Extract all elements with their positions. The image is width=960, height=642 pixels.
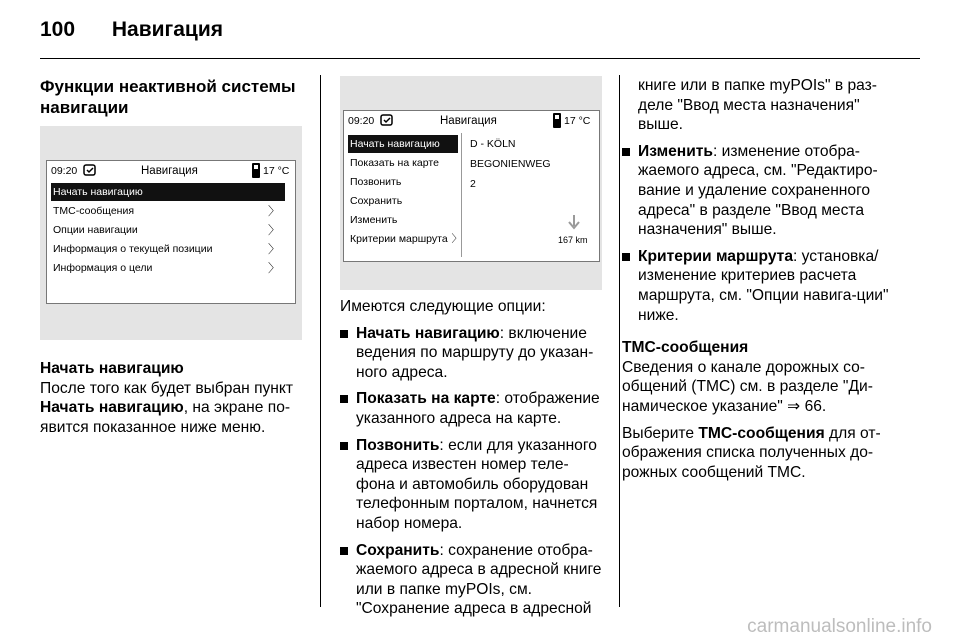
- menu-item-destination-info[interactable]: Информация о цели 〉: [53, 261, 280, 275]
- menu-item-route-criteria[interactable]: Критерии маршрута 〉: [348, 230, 458, 248]
- distance: 167 km: [558, 235, 588, 245]
- menu-item-start-navigation[interactable]: Начать навигацию: [348, 135, 458, 153]
- column-divider-2: [619, 75, 620, 607]
- clock: 09:20: [348, 115, 375, 127]
- status-bar: [344, 111, 599, 131]
- chevron-right-icon: 〉: [451, 233, 462, 245]
- menu-item-start-navigation[interactable]: Начать навигацию: [51, 183, 285, 201]
- nav-screen-options: [343, 110, 600, 262]
- page-number: 100: [40, 18, 76, 41]
- menu-item-save[interactable]: Сохранить: [350, 195, 403, 207]
- column-1-text: [40, 359, 303, 437]
- menu-item-tmc[interactable]: TMC-сообщения 〉: [53, 204, 280, 218]
- detail-number: 2: [470, 178, 476, 190]
- nav-status-icon: [83, 163, 97, 177]
- page-header: [40, 18, 223, 42]
- arrow-down-icon: [568, 215, 580, 231]
- phone-icon: [251, 163, 261, 178]
- nav-screen-main: [46, 160, 296, 304]
- bullet-call: Позвонить: если для указанного адреса известен номер теле-фона и автомобиль оборудован телефонным порталом, начнется набор номера.: [340, 436, 602, 534]
- bullet-save: Сохранить: сохранение отобра-жаемого адреса в адресной книге или в папке myPOIs, см. "Сохранение адреса в адресной: [340, 541, 602, 619]
- watermark: carmanualsonline.info: [747, 616, 932, 637]
- bullet-start-navigation: Начать навигацию: включение ведения по маршруту до указан-ного адреса.: [340, 324, 602, 383]
- figure-main-menu: [40, 126, 302, 340]
- tmc-paragraph-1: Сведения о канале дорожных со-общений (TMC) см. в разделе "Ди-намическое указание" ⇒ 66.: [622, 358, 873, 415]
- temperature: 17 °C: [263, 165, 290, 177]
- menu-item-show-on-map[interactable]: Показать на карте: [350, 157, 439, 169]
- header-rule: [40, 58, 920, 59]
- options-intro: Имеются следующие опции:: [340, 298, 546, 315]
- menu-item-edit[interactable]: Изменить: [350, 214, 398, 226]
- clock: 09:20: [51, 165, 78, 177]
- page-title: Навигация: [111, 18, 224, 41]
- column-3-text: [622, 76, 906, 482]
- chevron-right-icon: 〉: [267, 204, 280, 218]
- temperature: 17 °C: [564, 115, 591, 127]
- tmc-paragraph-2: Выберите TMC-сообщения для от-ображения списка полученных до-рожных сообщений TMC.: [622, 424, 881, 481]
- menu-item-nav-options[interactable]: Опции навигации 〉: [53, 223, 280, 237]
- screen-title: Навигация: [440, 115, 497, 127]
- tmc-heading: TMC-сообщения: [622, 339, 749, 357]
- figure-start-nav-menu: [340, 76, 602, 290]
- screen-title: Навигация: [141, 165, 198, 177]
- detail-city: D - KÖLN: [470, 138, 516, 150]
- bullet-route-criteria: Критерии маршрута: установка/ изменение критериев расчета маршрута, см. "Опции навига-ции" ниже.: [622, 247, 906, 325]
- page-reference-icon: ⇒: [787, 397, 801, 415]
- menu-item-call[interactable]: Позвонить: [350, 176, 402, 188]
- detail-street: BEGONIENWEG: [470, 158, 551, 170]
- continued-text: книге или в папке myPOIs" в раз-деле "Ввод места назначения" выше.: [638, 77, 877, 134]
- chevron-right-icon: 〉: [267, 261, 280, 275]
- paragraph: После того как будет выбран пункт Начать навигацию, на экране по-явится показанное ниже меню.: [40, 379, 294, 436]
- column-divider-1: [320, 75, 321, 607]
- bullet-edit: Изменить: изменение отобра-жаемого адреса, см. "Редактиро-вание и удаление сохраненного адреса" в разделе "Ввод места назначения" выше.: [622, 142, 906, 240]
- chevron-right-icon: 〉: [267, 223, 280, 237]
- status-bar: [47, 161, 295, 181]
- column-2-text: [340, 297, 602, 619]
- subheading: Начать навигацию: [40, 360, 184, 377]
- column-1: [40, 76, 303, 118]
- nav-status-icon: [380, 113, 394, 127]
- menu-item-current-position[interactable]: Информация о текущей позиции 〉: [53, 242, 280, 256]
- chevron-right-icon: 〉: [267, 242, 280, 256]
- section-title: Функции неактивной системы навигации: [40, 77, 296, 117]
- phone-icon: [552, 113, 562, 128]
- bullet-show-on-map: Показать на карте: отображение указанного адреса на карте.: [340, 389, 602, 428]
